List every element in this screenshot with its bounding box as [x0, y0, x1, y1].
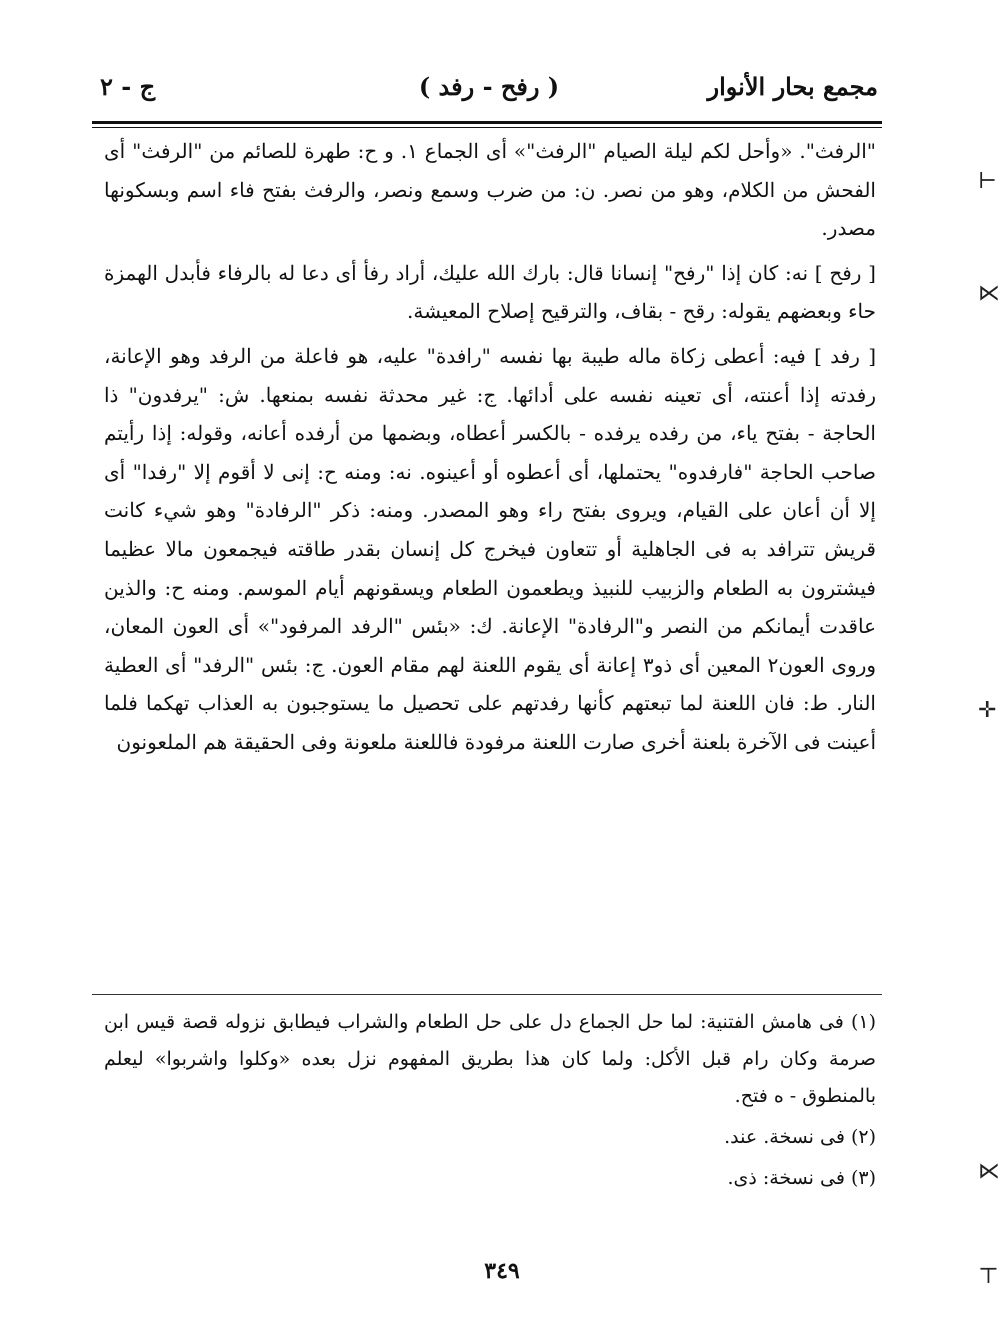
footnote-separator — [92, 994, 882, 995]
paragraph-rafad: [ رفد ] فيه: أعطى زكاة ماله طيبة بها نفسه "رافدة" عليه، هو فاعلة من الرفد وهو الإعانة، رفدته إذا أعنته، أى تعينه نفسه على أدائها. ج: غير محدثة نفسه بمنعها. ش: "يرفدون" ذا الحاجة - بفتح ياء، من رفده يرفده - بالكسر أعطاه، وبضمها من أرفده أعانه، وقوله: إذا رأيتم صاحب الحاجة "فارفدوه" يحتملها، أى أعطوه أو أعينوه. نه: ومنه ح: إنى لا أقوم إلا "رفدا" أى إلا أن أعان على القيام، ويروى بفتح راء وهو المصدر. ومنه: ذكر "الرفادة" وهو شيء كانت قريش تترافد به فى الجاهلية أو تتعاون فيخرج كل إنسان بقدر طاقته فيجمعون مالا عظيما فيشترون به الطعام والزبيب للنبيذ ويطعمون الطعام ويسقونهم أيام الموسم. ومنه ح: والذين عاقدت أيمانكم من النصر و"الرفادة" الإعانة. ك: «بئس "الرفد المرفود"» أى العون المعان، وروى العون٢ المعين أى ذو٣ إعانة أى يقوم اللعنة لهم مقام العون. ج: بئس "الرفد" أى العطية النار. ط: فان اللعنة لما تبعتهم كأنها رفدتهم على تحصيل ما يستوجبون به العذاب تهكما فلما أعينت فى الآخرة بلعنة أخرى صارت اللعنة مرفودة فاللعنة ملعونة وفى الحقيقة هم الملعونون — [104, 343, 877, 754]
footnote-3: (٣) فى نسخة: ذى. — [727, 1167, 876, 1189]
paragraph-rafah: [ رفح ] نه: كان إذا "رفح" إنسانا قال: بارك الله عليك، أراد رفأ أى دعا له بالرفاء فأبدل الهمزة حاء وبعضهم يقوله: رقح - بقاف، والترقيح إصلاح المعيشة. — [104, 260, 876, 324]
page-header — [100, 72, 878, 112]
footnotes — [104, 1004, 876, 1201]
paragraph-rafath: "الرفث". «وأحل لكم ليلة الصيام "الرفث"» أى الجماع ١. و ح: طهرة للصائم من "الرفث" أى الفحش من الكلام، وهو من نصر. ن: من ضرب وسمع ونصر، والرفث بفتح فاء اسم وبسكونها مصدر. — [104, 139, 876, 241]
header-rule-thick — [92, 121, 882, 124]
book-title: مجمع بحار الأنوار — [707, 72, 878, 101]
entry-range: ( رفح - رفد ) — [418, 72, 560, 101]
footnote-2: (٢) فى نسخة. عند. — [724, 1126, 876, 1148]
margin-mark: ⊤ — [978, 1264, 999, 1289]
margin-mark: ⋉ — [978, 281, 1000, 306]
margin-mark: ⊢ — [978, 169, 997, 194]
header-rule-thin — [92, 127, 882, 128]
footnote-1: (١) فى هامش الفتنية: لما حل الجماع دل على حل الطعام والشراب فيطابق نزوله قصة قيس ابن صرمة وكان رام قبل الأكل: ولما كان هذا بطريق المفهوم نزل بعده «وكلوا واشربوا» ليعلم بالمنطوق - ه فتح. — [104, 1011, 876, 1107]
main-text — [104, 132, 876, 768]
page-number: ٣٤٩ — [484, 1258, 520, 1284]
margin-mark: ⋉ — [978, 1159, 1000, 1184]
volume-number: ج - ٢ — [100, 72, 156, 101]
margin-mark: ✛ — [978, 698, 997, 723]
